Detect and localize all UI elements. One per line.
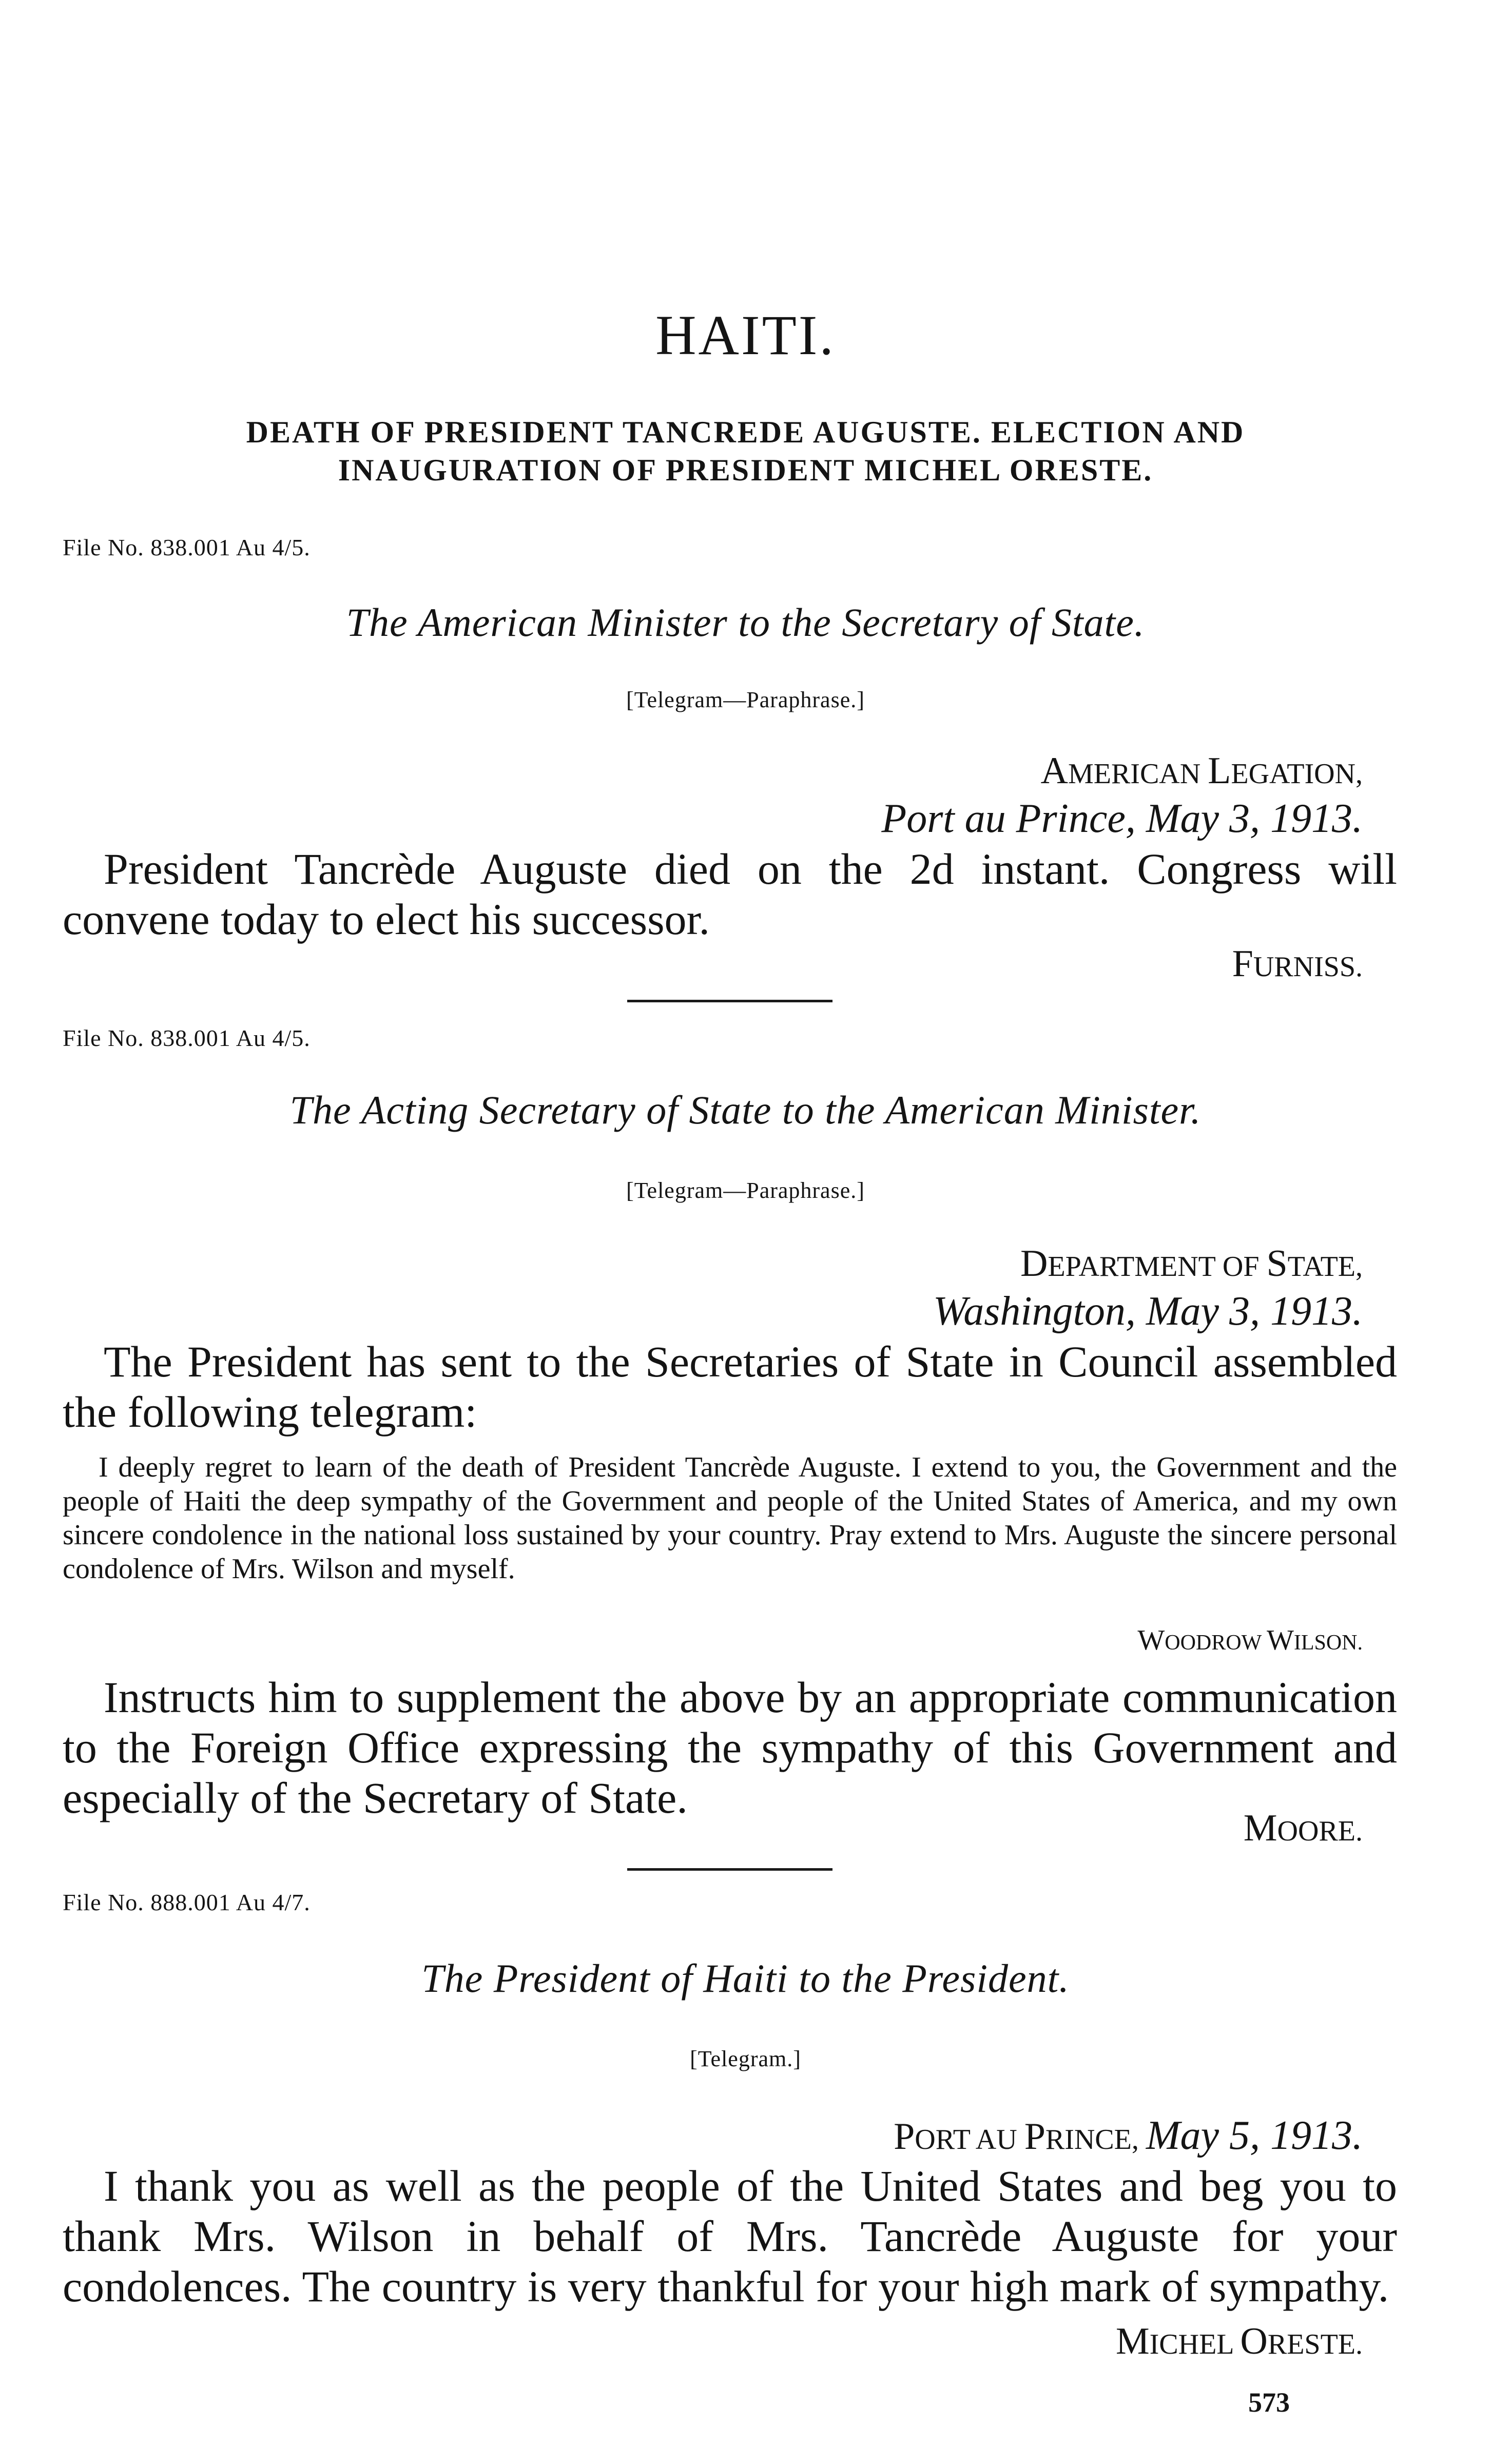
telegram-note: [Telegram—Paraphrase.] bbox=[626, 1178, 865, 1203]
file-number: File No. 888.001 Au 4/7. bbox=[63, 1889, 311, 1915]
place-and-dateline: PORT AU PRINCE, May 5, 1913. bbox=[894, 2113, 1363, 2158]
telegram-note: [Telegram.] bbox=[690, 2046, 801, 2071]
document-title: The American Minister to the Secretary of State. bbox=[346, 600, 1145, 645]
letter-body: President Tancrède Auguste died on the 2d instant. Congress will convene today to elect his successor. bbox=[63, 844, 1397, 944]
signature: MICHEL ORESTE. bbox=[1115, 2320, 1363, 2362]
section-divider bbox=[627, 1868, 832, 1871]
letter-body-continued: Instructs him to supplement the above by an appropriate communication to the Foreign Office expressing the sympathy of this Government and especially of the Secretary of State. bbox=[63, 1673, 1397, 1822]
quote-signature: WOODROW WILSON. bbox=[1137, 1624, 1363, 1656]
quoted-telegram: I deeply regret to learn of the death of President Tancrède Auguste. I extend to you, the Government and the people of Haiti the deep sympathy of the Government and people of the United States of America, and my own sincere condolence in the national loss sustained by your country. Pray extend to Mrs. Auguste the sincere personal condolence of Mrs. Wilson and myself. bbox=[63, 1451, 1397, 1585]
place-heading: DEPARTMENT OF STATE, bbox=[1020, 1243, 1363, 1285]
dateline: Washington, May 3, 1913. bbox=[933, 1289, 1363, 1334]
section-divider bbox=[627, 1000, 832, 1002]
letter-body: The President has sent to the Secretaries of State in Council assembled the following telegram: bbox=[63, 1337, 1397, 1437]
document-title: The Acting Secretary of State to the American Minister. bbox=[289, 1088, 1202, 1132]
dateline: Port au Prince, May 3, 1913. bbox=[881, 796, 1363, 841]
page-number: 573 bbox=[1248, 2387, 1290, 2418]
document-title: The President of Haiti to the President. bbox=[421, 1956, 1070, 2001]
section-heading-line-2: INAUGURATION OF PRESIDENT MICHEL ORESTE. bbox=[338, 453, 1153, 487]
telegram-note: [Telegram—Paraphrase.] bbox=[626, 687, 865, 712]
file-number: File No. 838.001 Au 4/5. bbox=[63, 1025, 311, 1051]
section-heading-line-1: DEATH OF PRESIDENT TANCREDE AUGUSTE. ELECTION AND bbox=[246, 415, 1245, 449]
file-number: File No. 838.001 Au 4/5. bbox=[63, 534, 311, 560]
letter-body: I thank you as well as the people of the United States and beg you to thank Mrs. Wilson in behalf of Mrs. Tancrède Auguste for your condolences. The country is very thankful for your high mark of sympathy. bbox=[63, 2161, 1397, 2311]
page-title: HAITI. bbox=[655, 304, 836, 366]
signature: MOORE. bbox=[1243, 1807, 1363, 1849]
place-heading: AMERICAN LEGATION, bbox=[1040, 750, 1363, 792]
signature: FURNISS. bbox=[1232, 943, 1363, 985]
